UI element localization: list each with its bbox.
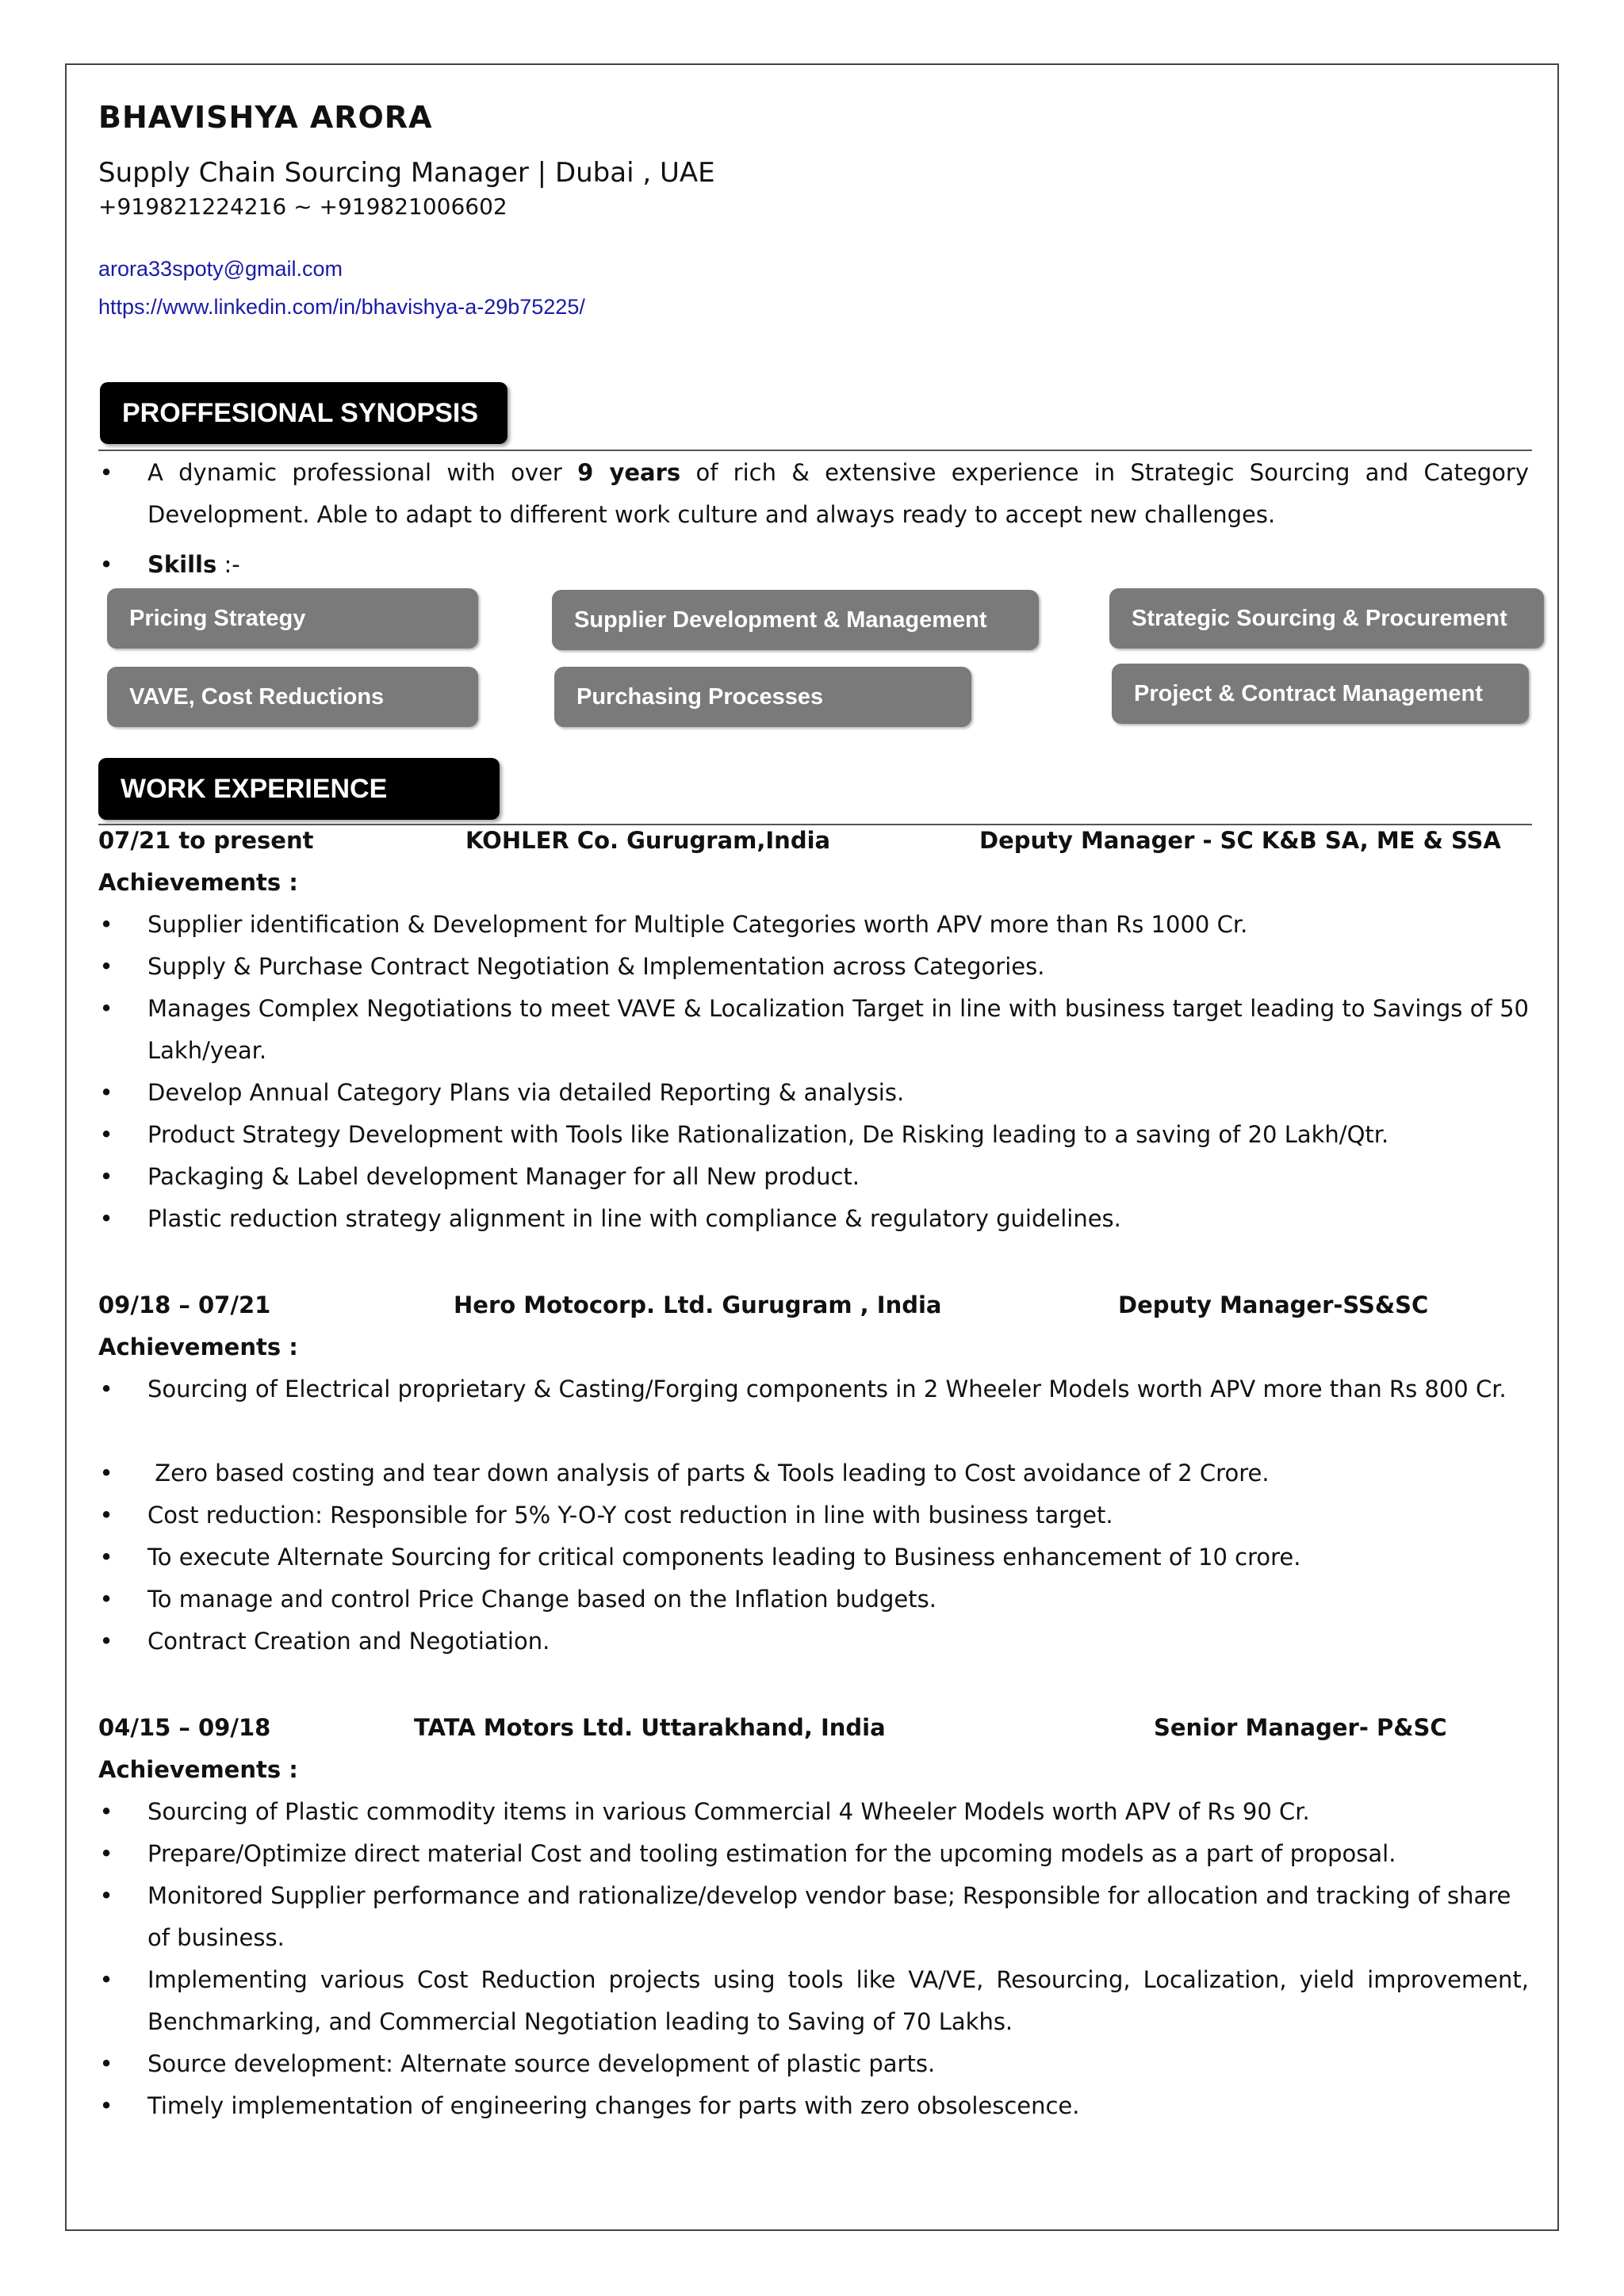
bullet-icon: •: [99, 2092, 113, 2119]
bullet-icon: •: [99, 2050, 113, 2077]
job-dates: 04/15 – 09/18: [98, 1714, 271, 1741]
job-role: Deputy Manager-SS&SC: [1118, 1292, 1429, 1318]
bullet-icon: •: [99, 1840, 113, 1867]
bullet-icon: •: [99, 1121, 113, 1148]
bullet-icon: •: [99, 459, 113, 486]
bullet-icon: •: [99, 1882, 113, 1909]
phone-numbers: +919821224216 ~ +919821006602: [98, 193, 508, 220]
job-role: Deputy Manager - SC K&B SA, ME & SSA: [979, 827, 1501, 854]
job-header: [0, 1714, 1624, 1746]
bullet-icon: •: [99, 1460, 113, 1487]
achievements-label: Achievements :: [98, 1334, 298, 1360]
job-dates: 07/21 to present: [98, 827, 314, 854]
skill-badge: Supplier Development & Management: [552, 590, 1039, 650]
synopsis-divider: [98, 450, 1532, 451]
achievements-label: Achievements :: [98, 1756, 298, 1783]
bullet-icon: •: [99, 1163, 113, 1190]
bullet-icon: •: [99, 1079, 113, 1106]
job-company: KOHLER Co. Gurugram,India: [465, 827, 831, 854]
bullet-icon: •: [99, 551, 113, 578]
bullet-icon: •: [99, 1376, 113, 1402]
skill-badge: Pricing Strategy: [107, 588, 478, 649]
job-header: [0, 1292, 1624, 1323]
bullet-icon: •: [99, 1502, 113, 1529]
skill-badge: Strategic Sourcing & Procurement: [1109, 588, 1544, 649]
email-link[interactable]: arora33spoty@gmail.com: [98, 257, 343, 281]
candidate-title: Supply Chain Sourcing Manager | Dubai , UAE: [98, 157, 715, 189]
bullet-icon: •: [99, 1205, 113, 1232]
skill-badge: Project & Contract Management: [1112, 664, 1529, 724]
bullet-icon: •: [99, 953, 113, 980]
bullet-icon: •: [99, 1544, 113, 1571]
synopsis-intro-text: A dynamic professional with over 9 years of rich & extensive experience in Strategic Sourcing and Category Development. Able to adapt to different work culture and always ready to accept new challenges.: [147, 459, 1529, 528]
bullet-icon: •: [99, 1586, 113, 1613]
achievements-label: Achievements :: [98, 869, 298, 896]
bullet-icon: •: [99, 911, 113, 938]
candidate-name: BHAVISHYA ARORA: [98, 100, 433, 135]
skill-badge: Purchasing Processes: [554, 667, 971, 727]
job-company: TATA Motors Ltd. Uttarakhand, India: [414, 1714, 886, 1741]
work-experience-heading: WORK EXPERIENCE: [98, 758, 500, 820]
job-header: [0, 827, 1624, 859]
bullet-icon: •: [99, 1628, 113, 1655]
job-company: Hero Motocorp. Ltd. Gurugram , India: [454, 1292, 942, 1318]
bullet-icon: •: [99, 1798, 113, 1825]
skill-badge: VAVE, Cost Reductions: [107, 667, 478, 727]
bullet-icon: •: [99, 995, 113, 1022]
linkedin-link[interactable]: https://www.linkedin.com/in/bhavishya-a-29b75225/: [98, 295, 585, 319]
job-dates: 09/18 – 07/21: [98, 1292, 271, 1318]
synopsis-heading: PROFFESIONAL SYNOPSIS: [100, 382, 508, 444]
job-role: Senior Manager- P&SC: [1154, 1714, 1447, 1741]
bullet-icon: •: [99, 1966, 113, 1993]
work-divider: [98, 824, 1532, 825]
skills-label: Skills :-: [147, 551, 240, 578]
